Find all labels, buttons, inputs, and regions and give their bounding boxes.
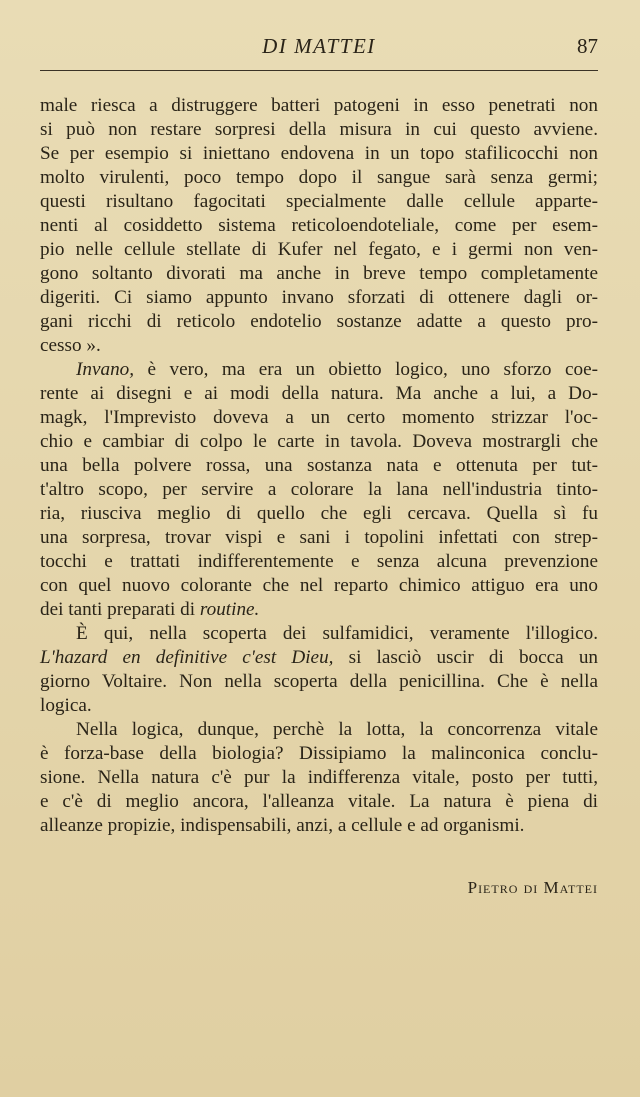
text-line: è forza-base della biologia? Dissipiamo la malinconica conclu- bbox=[40, 743, 598, 764]
text-line bbox=[40, 646, 598, 670]
text-line: È qui, nella scoperta dei sulfamidici, veramente l'illogico. bbox=[76, 623, 598, 644]
page-number: 87 bbox=[577, 34, 598, 58]
italic-word: routine. bbox=[199, 599, 260, 620]
text-line bbox=[40, 598, 598, 622]
text-line: gono soltanto divorati ma anche in breve tempo completamente bbox=[40, 263, 598, 284]
text-line: con quel nuovo colorante che nel reparto chimico attiguo era uno bbox=[40, 575, 598, 596]
text-line: logica. bbox=[40, 695, 92, 716]
text-line: si può non restare sorpresi della misura in cui questo avviene. bbox=[40, 119, 598, 140]
paragraph-4 bbox=[40, 718, 598, 838]
text-line: una bella polvere rossa, una sostanza nata e ottenuta per tut- bbox=[40, 455, 598, 476]
text-line: Nella logica, dunque, perchè la lotta, la concorrenza vitale bbox=[76, 719, 598, 740]
text-line: Se per esempio si iniettano endovena in un topo stafilicocchi non bbox=[40, 143, 598, 164]
text-line: cesso ». bbox=[40, 335, 101, 356]
text-line bbox=[40, 358, 598, 382]
italic-quote: L'hazard en definitive c'est Dieu, bbox=[40, 647, 334, 668]
text-line: questi risultano fagocitati specialmente dalle cellule apparte- bbox=[40, 191, 598, 212]
text-line: e c'è di meglio ancora, l'alleanza vitale. La natura è piena di bbox=[40, 791, 598, 812]
text-line: tocchi e trattati indifferentemente e senza alcuna prevenzione bbox=[40, 551, 598, 572]
text-line: alleanze propizie, indispensabili, anzi, a cellule e ad organismi. bbox=[40, 815, 525, 836]
text-line: sione. Nella natura c'è pur la indifferenza vitale, posto per tutti, bbox=[40, 767, 598, 788]
text-line: giorno Voltaire. Non nella scoperta della penicillina. Che è nella bbox=[40, 671, 598, 692]
text-fragment: dei tanti preparati di bbox=[40, 599, 200, 620]
text-line: digeriti. Ci siamo appunto invano sforzati di ottenere dagli or- bbox=[40, 287, 598, 308]
text-line: magk, l'Imprevisto doveva a un certo momento strizzar l'oc- bbox=[40, 407, 598, 428]
text-line: rente ai disegni e ai modi della natura. Ma anche a lui, a Do- bbox=[40, 383, 598, 404]
author-signature: Pietro di Mattei bbox=[467, 878, 598, 897]
text-line: gani ricchi di reticolo endotelio sostanze adatte a questo pro- bbox=[40, 311, 598, 332]
text-line: male riesca a distruggere batteri patogeni in esso penetrati non bbox=[40, 95, 598, 116]
text-fragment: è vero, ma era un obietto logico, uno sforzo coe- bbox=[134, 359, 598, 380]
text-line: molto virulenti, poco tempo dopo il sangue sarà senza germi; bbox=[40, 167, 598, 188]
paragraph-1 bbox=[40, 94, 598, 358]
running-title: DI MATTEI bbox=[262, 34, 376, 58]
body-text bbox=[40, 94, 598, 838]
text-line: pio nelle cellule stellate di Kufer nel fegato, e i germi non ven- bbox=[40, 239, 598, 260]
italic-word: Invano, bbox=[76, 359, 135, 380]
text-line: nenti al cosiddetto sistema reticoloendoteliale, come per esem- bbox=[40, 215, 598, 236]
page-header bbox=[40, 30, 598, 71]
paragraph-3 bbox=[40, 622, 598, 718]
paragraph-2 bbox=[40, 358, 598, 622]
text-line: t'altro scopo, per servire a colorare la lana nell'industria tinto- bbox=[40, 479, 598, 500]
text-line: chio e cambiar di colpo le carte in tavola. Doveva mostrargli che bbox=[40, 431, 598, 452]
text-line: ria, riusciva meglio di quello che egli cercava. Quella sì fu bbox=[40, 503, 598, 524]
text-line: una sorpresa, trovar vispi e sani i topolini infettati con strep- bbox=[40, 527, 598, 548]
text-fragment: si lasciò uscir di bocca un bbox=[333, 647, 599, 668]
